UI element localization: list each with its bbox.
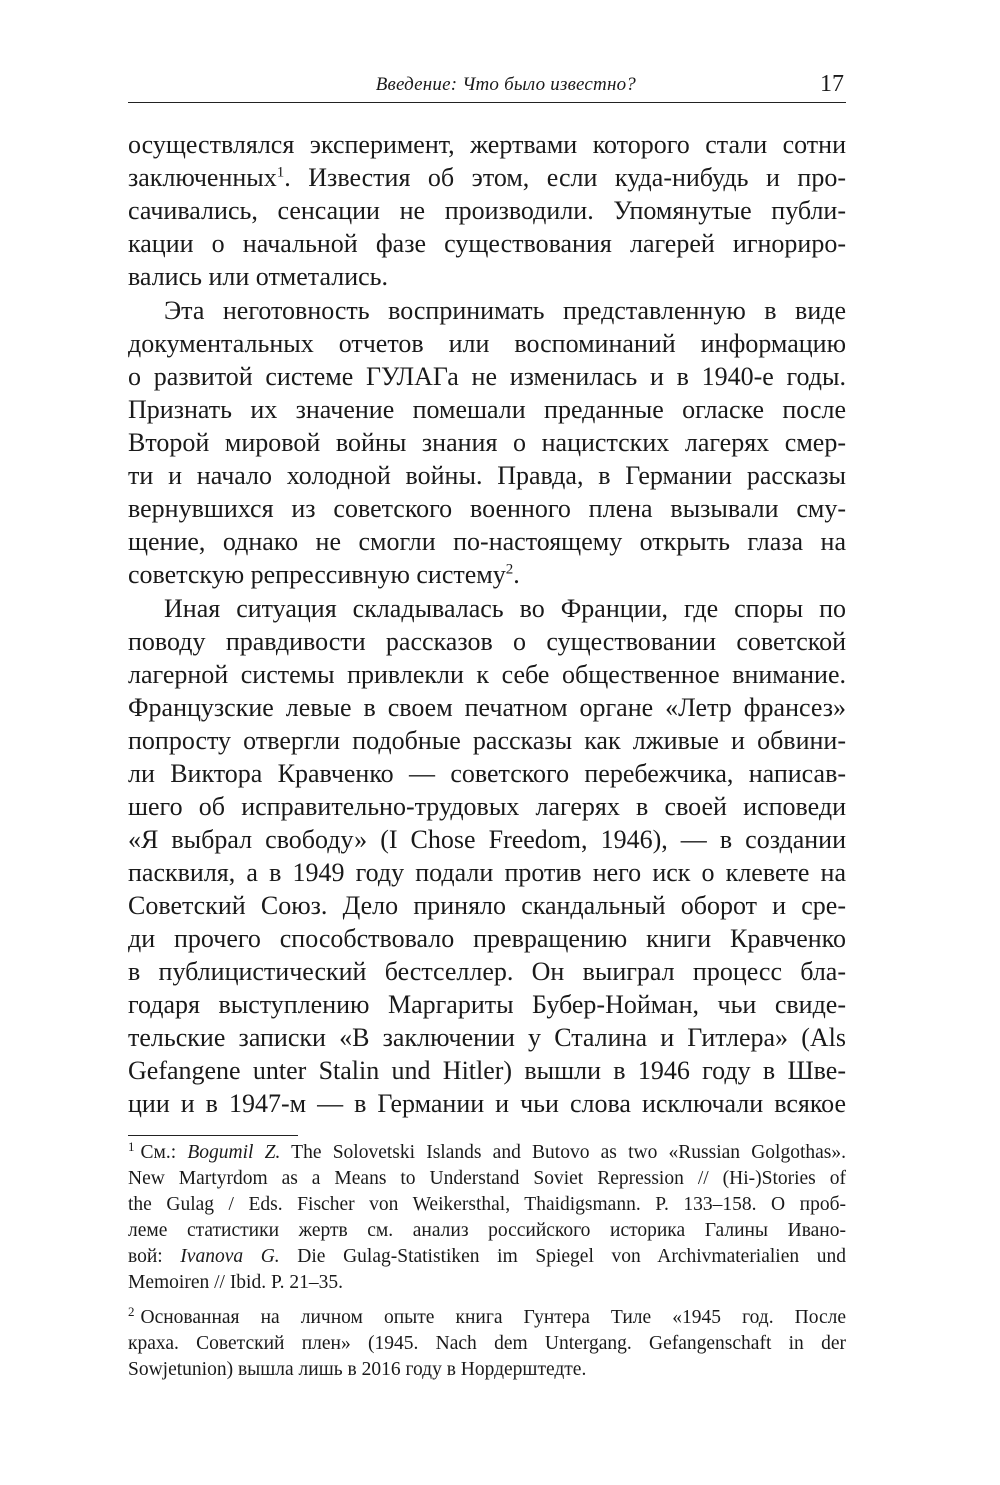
text-line: Второй мировой войны знания о нацистских лагерях смер-: [128, 428, 846, 457]
footnote-ref-1[interactable]: 1: [276, 164, 285, 181]
text-line: осуществлялся эксперимент, жертвами которого стали сотни: [128, 130, 846, 159]
footnote-line: Memoiren // Ibid. P. 21–35.: [128, 1272, 344, 1293]
footnote-divider: [128, 1135, 298, 1136]
footnote-line: the Gulag / Eds. Fischer von Weikersthal, Thaidigsmann. P. 133–158. О проб-: [128, 1194, 846, 1215]
text-line: лагерной системы привлекли к себе общественное внимание.: [128, 660, 846, 689]
footnote-mark: 1: [128, 1138, 135, 1154]
text-line: Иная ситуация складывалась во Франции, где споры по: [164, 594, 846, 623]
text-line: попросту отвергли подобные рассказы как лживые и обвини-: [128, 726, 846, 755]
text-line: «Я выбрал свободу» (I Chose Freedom, 1946), — в создании: [128, 825, 846, 854]
footnote-1: [128, 1140, 846, 1296]
text-line: Эта неготовность воспринимать представленную в виде: [164, 296, 846, 325]
page-number: 17: [820, 71, 844, 97]
footnote-line: Sowjetunion) вышла лишь в 2016 году в Нордерштедте.: [128, 1359, 587, 1380]
text-line: Gefangene unter Stalin und Hitler) вышли в 1946 году в Шве-: [128, 1056, 846, 1085]
paragraph-3: [128, 592, 846, 1120]
text-line: ли Виктора Кравченко — советского перебежчика, написав-: [128, 759, 846, 788]
text-line: годаря выступлению Маргариты Бубер-Нойман, чьи свиде-: [128, 990, 846, 1019]
text-line: ции и в 1947-м — в Германии и чьи слова исключали всякое: [128, 1089, 846, 1118]
footnotes: [128, 1140, 846, 1392]
paragraph-1: [128, 128, 846, 293]
paragraph-2: [128, 294, 846, 591]
text-line: ти и начало холодной войны. Правда, в Германии рассказы: [128, 461, 846, 490]
text-line: щение, однако не смогли по-настоящему открыть глаза на: [128, 527, 846, 556]
footnote-2: [128, 1305, 846, 1383]
text-line: вернувшихся из советского военного плена вызывали сму-: [128, 494, 846, 523]
footnote-mark: 2: [128, 1303, 135, 1319]
text-line: заключенных$^1$. Известия об этом, если куда-нибудь и про-: [128, 163, 846, 192]
main-text: [128, 128, 846, 1120]
text-line: поводу правдивости рассказов о существовании советской: [128, 627, 846, 656]
text-line: Французские левые в своем печатном органе «Летр франсез»: [128, 693, 846, 722]
text-line: Признать их значение помешали преданные огласке после: [128, 395, 846, 424]
text-line: шего об исправительно-трудовых лагерях в своей исповеди: [128, 792, 846, 821]
text-line: советскую репрессивную систему$^2$.: [128, 560, 520, 589]
footnote-line: New Martyrdom as a Means to Understand Soviet Repression // (Hi-)Stories of: [128, 1168, 846, 1189]
footnote-line: леме статистики жертв см. анализ российского историка Галины Ивано-: [128, 1220, 846, 1241]
text-line: пасквиля, а в 1949 году подали против него иск о клевете на: [128, 858, 846, 887]
footnote-ref-2[interactable]: 2: [505, 561, 514, 578]
running-title: Введение: Что было известно?: [375, 74, 636, 95]
text-line: Советский Союз. Дело приняло скандальный оборот и сре-: [128, 891, 846, 920]
text-line: сачивались, сенсации не производили. Упомянутые публи-: [128, 196, 846, 225]
text-line: тельские записки «В заключении у Сталина и Гитлера» (Als: [128, 1023, 846, 1052]
text-line: документальных отчетов или воспоминаний информацию: [128, 329, 846, 358]
text-line: в публицистический бестселлер. Он выиграл процесс бла-: [128, 957, 846, 986]
footnote-line: $^2$ Основанная на личном опыте книга Гунтера Тиле «1945 год. После: [128, 1303, 846, 1328]
footnote-line: краха. Советский плен» (1945. Nach dem Untergang. Gefangenschaft in der: [128, 1333, 846, 1354]
text-line: кации о начальной фазе существования лагерей игнориро-: [128, 229, 846, 258]
text-line: вались или отметались.: [128, 262, 389, 291]
text-line: ди прочего способствовало превращению книги Кравченко: [128, 924, 846, 953]
footnote-line: вой: Ivanova G. Die Gulag-Statistiken im Spiegel von Archivmaterialien und: [128, 1246, 846, 1267]
footnote-line: $^1$ См.: Bogumil Z. The Solovetski Islands and Butovo as two «Russian Golgothas».: [128, 1138, 846, 1163]
text-line: о развитой системе ГУЛАГа не изменилась и в 1940-е годы.: [128, 362, 846, 391]
page-header: [128, 66, 846, 103]
